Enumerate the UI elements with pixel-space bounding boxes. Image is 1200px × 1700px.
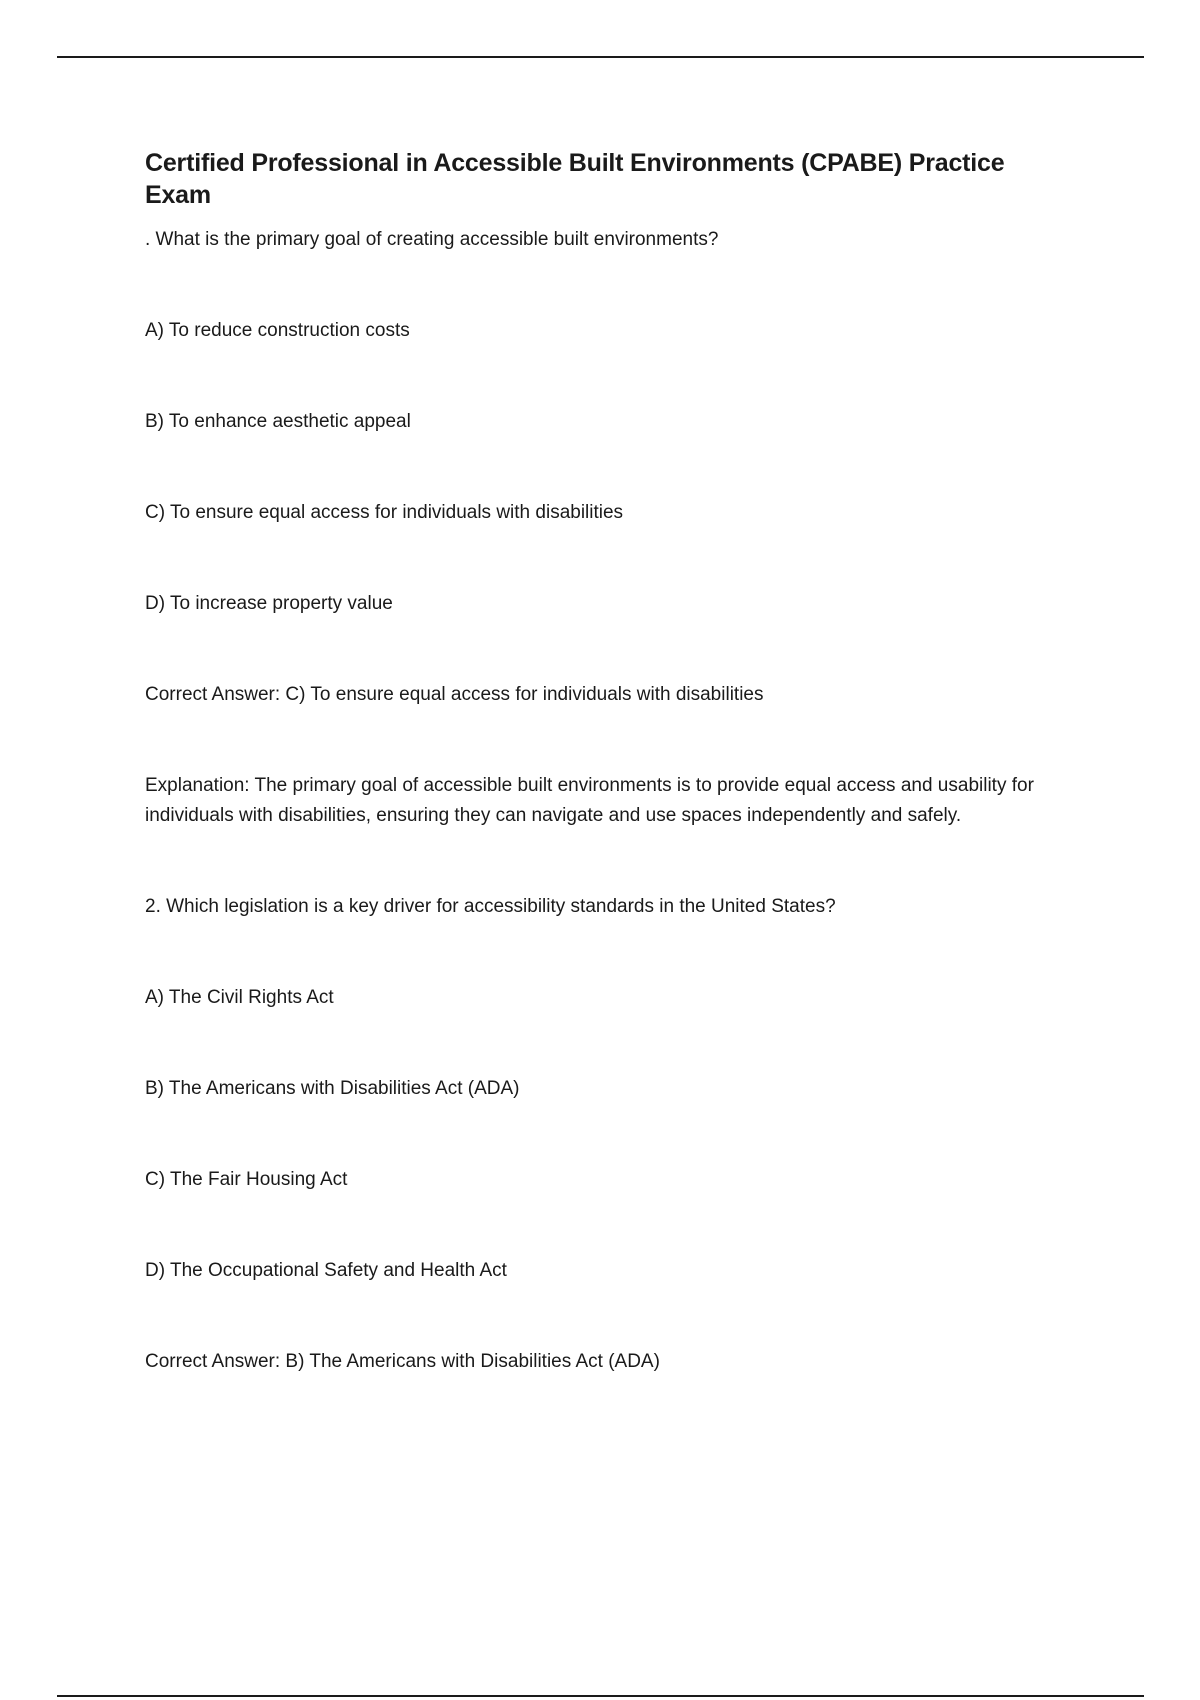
question-block-2 — [145, 892, 1075, 1377]
option-c: C) The Fair Housing Act — [145, 1169, 348, 1190]
option-d: D) The Occupational Safety and Health Act — [145, 1260, 507, 1281]
option-b: B) To enhance aesthetic appeal — [145, 411, 411, 432]
explanation: Explanation: The primary goal of accessible built environments is to provide equal access and usability for individuals with disabilities, ensuring they can navigate and use spaces independently and safely. — [145, 775, 1034, 826]
option-b: B) The Americans with Disabilities Act (ADA) — [145, 1078, 520, 1099]
correct-answer: Correct Answer: B) The Americans with Disabilities Act (ADA) — [145, 1351, 660, 1372]
footer-rule — [57, 1695, 1144, 1697]
question-text: . What is the primary goal of creating accessible built environments? — [145, 229, 719, 250]
option-c: C) To ensure equal access for individuals with disabilities — [145, 502, 624, 523]
question-text: 2. Which legislation is a key driver for accessibility standards in the United States? — [145, 896, 836, 917]
option-a: A) To reduce construction costs — [145, 320, 410, 341]
header-rule — [57, 56, 1144, 58]
question-block-1 — [145, 225, 1075, 831]
page-title: Certified Professional in Accessible Built Environments (CPABE) Practice Exam — [145, 149, 1005, 209]
option-a: A) The Civil Rights Act — [145, 987, 334, 1008]
option-d: D) To increase property value — [145, 593, 393, 614]
correct-answer: Correct Answer: C) To ensure equal access for individuals with disabilities — [145, 684, 764, 705]
page-content — [145, 147, 1075, 1438]
